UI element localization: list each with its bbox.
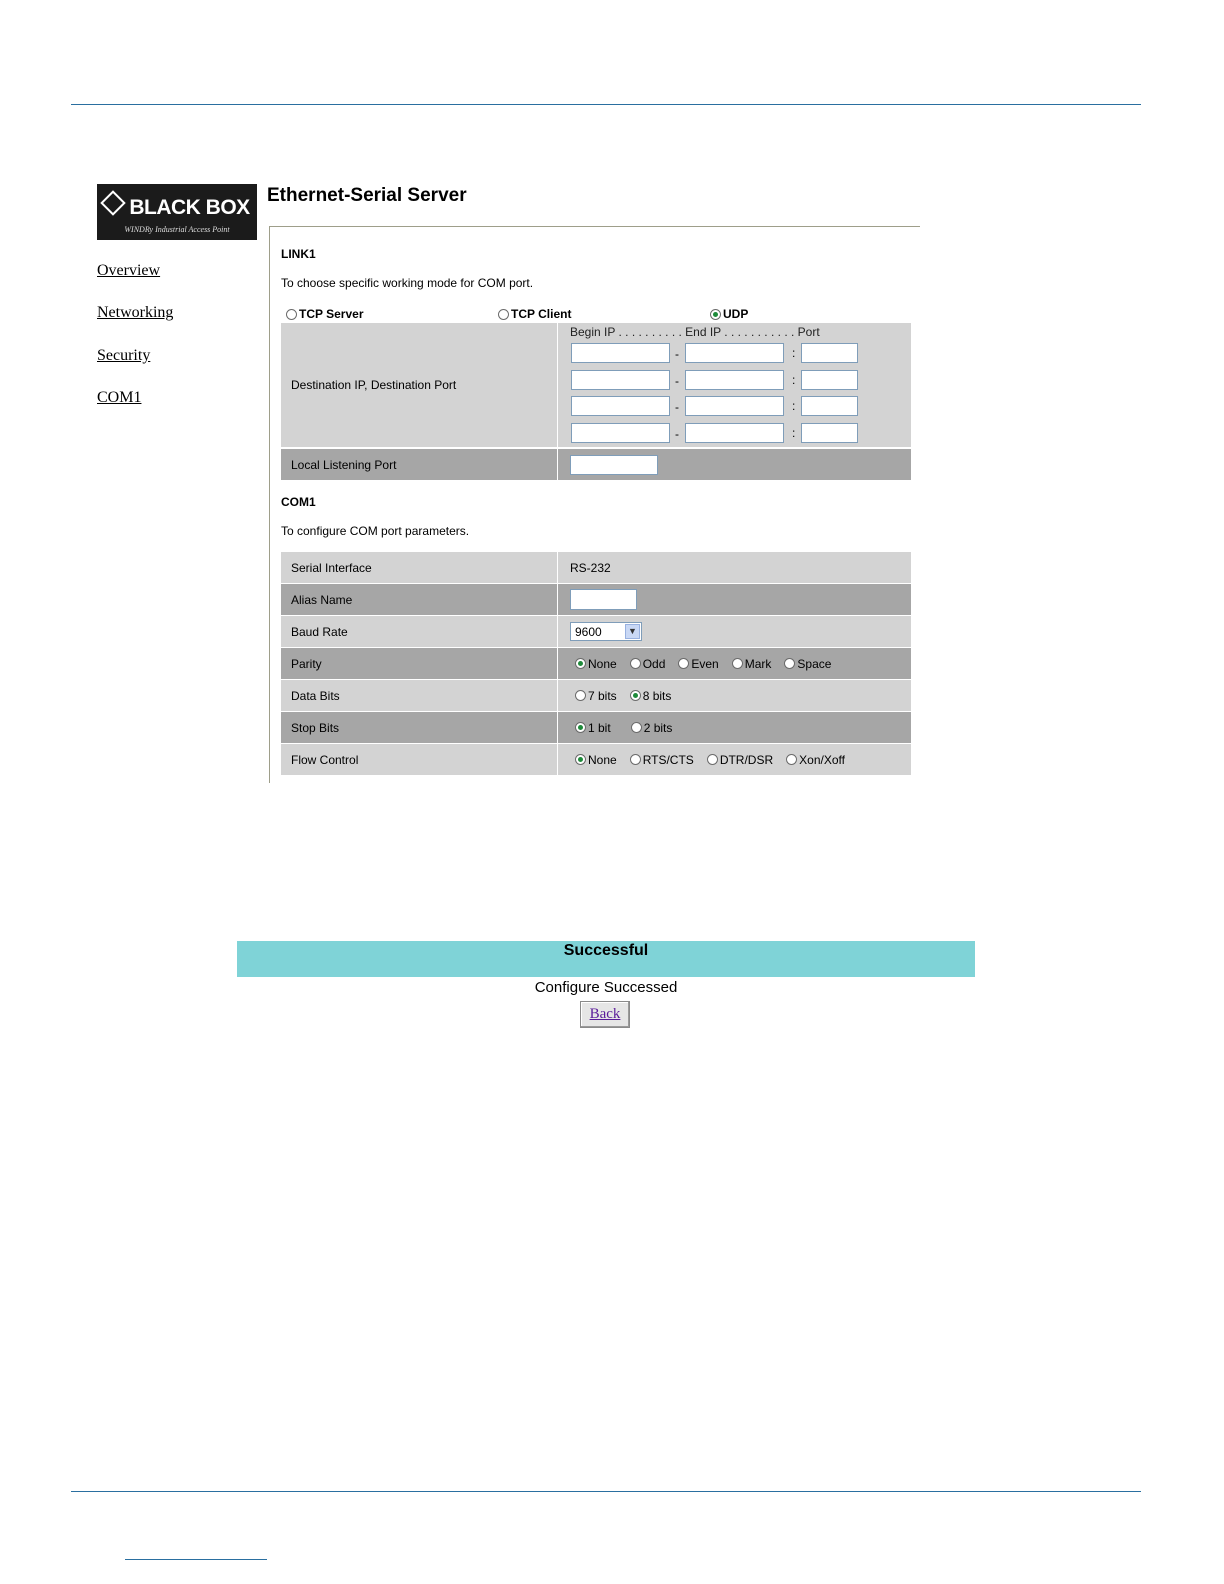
mode-tcp-client[interactable]: TCP Client	[498, 307, 571, 321]
header-rule	[71, 104, 1141, 105]
stop-bits-label: Stop Bits	[281, 712, 558, 743]
radio-selected-icon[interactable]	[630, 690, 641, 701]
radio-selected-icon[interactable]	[575, 658, 586, 669]
config-screenshot: BLACK BOX WINDRy Industrial Access Point Overview Networking Security COM1 Ethernet-Serial Server LINK1 To choose specific working mode for COM port. TCP Server TCP Client UDP Destination IP, Destination Port Begin IP . . . . . . . . . . End IP . . . . . . . . . . . Port - : - : - : - : Local Listening Port COM1 To configure COM port parameters. Serial Interface RS-232 Alias Name Baud Rate 9600 ▼ Parity None Odd Even Mark Space Data Bits 7 bits 8 bits Stop Bits 1 bit 2 bits Flow Control None RTS/CTS DTR/DSR Xon/Xoff	[97, 183, 927, 783]
radio-icon[interactable]	[784, 658, 795, 669]
radio-icon[interactable]	[732, 658, 743, 669]
stop-bits-2-option[interactable]: 2 bits	[631, 721, 673, 735]
parity-mark-option[interactable]: Mark	[732, 657, 772, 671]
success-message: Configure Successed	[534, 979, 678, 996]
data-bits-7-option[interactable]: 7 bits	[575, 689, 617, 703]
begin-ip-input-3[interactable]	[571, 396, 670, 416]
alias-name-label: Alias Name	[281, 584, 558, 615]
parity-even-option[interactable]: Even	[678, 657, 718, 671]
link1-title: LINK1	[281, 247, 316, 261]
radio-icon[interactable]	[630, 754, 641, 765]
serial-interface-value: RS-232	[570, 560, 611, 575]
baud-rate-row	[281, 616, 911, 647]
alias-name-input[interactable]	[570, 589, 637, 610]
port-input-2[interactable]	[801, 370, 858, 390]
end-ip-input-1[interactable]	[685, 343, 784, 363]
parity-space-option[interactable]: Space	[784, 657, 831, 671]
end-ip-input-4[interactable]	[685, 423, 784, 443]
mode-udp[interactable]: UDP	[710, 307, 748, 321]
flow-xon-xoff-option[interactable]: Xon/Xoff	[786, 753, 845, 767]
page-title: Ethernet-Serial Server	[267, 185, 467, 206]
radio-icon[interactable]	[575, 690, 586, 701]
radio-icon[interactable]	[786, 754, 797, 765]
brand-logo	[97, 184, 257, 240]
diamond-icon	[101, 190, 126, 215]
end-ip-input-2[interactable]	[685, 370, 784, 390]
serial-interface-label: Serial Interface	[281, 552, 558, 583]
begin-ip-input-4[interactable]	[571, 423, 670, 443]
local-port-input[interactable]	[570, 455, 658, 475]
ip-column-header: Begin IP . . . . . . . . . . End IP . . . . . . . . . . . Port	[570, 325, 820, 339]
radio-icon[interactable]	[678, 658, 689, 669]
com1-description: To configure COM port parameters.	[281, 524, 470, 538]
brand-tagline: WINDRy Industrial Access Point	[124, 225, 230, 234]
back-button[interactable]: Back	[580, 1001, 630, 1028]
flow-rts-cts-option[interactable]: RTS/CTS	[630, 753, 694, 767]
footer-rule	[71, 1491, 1141, 1492]
port-input-1[interactable]	[801, 343, 858, 363]
end-ip-input-3[interactable]	[685, 396, 784, 416]
nav-overview[interactable]: Overview	[97, 262, 161, 279]
flow-none-option[interactable]: None	[575, 753, 617, 767]
begin-ip-input-2[interactable]	[571, 370, 670, 390]
chevron-down-icon[interactable]: ▼	[625, 624, 640, 639]
brand-name: BLACK BOX	[129, 196, 250, 219]
parity-none-option[interactable]: None	[575, 657, 617, 671]
stop-bits-row	[281, 712, 911, 743]
nav-com1[interactable]: COM1	[97, 389, 142, 406]
port-input-4[interactable]	[801, 423, 858, 443]
flow-control-row	[281, 744, 911, 775]
data-bits-label: Data Bits	[281, 680, 558, 711]
radio-selected-icon[interactable]	[575, 722, 586, 733]
local-port-label: Local Listening Port	[281, 449, 558, 480]
stop-bits-1-option[interactable]: 1 bit	[575, 721, 611, 735]
radio-icon[interactable]	[498, 309, 509, 320]
nav-networking[interactable]: Networking	[97, 304, 174, 321]
flow-control-label: Flow Control	[281, 744, 558, 775]
radio-icon[interactable]	[286, 309, 297, 320]
radio-icon[interactable]	[707, 754, 718, 765]
footer-short-rule	[125, 1559, 267, 1560]
com1-title: COM1	[281, 495, 316, 509]
radio-selected-icon[interactable]	[575, 754, 586, 765]
begin-ip-input-1[interactable]	[571, 343, 670, 363]
port-input-3[interactable]	[801, 396, 858, 416]
nav-security[interactable]: Security	[97, 347, 151, 364]
baud-rate-label: Baud Rate	[281, 616, 558, 647]
baud-rate-select[interactable]: 9600 ▼	[570, 622, 642, 641]
alias-name-row	[281, 584, 911, 615]
link1-description: To choose specific working mode for COM port.	[281, 276, 534, 290]
radio-icon[interactable]	[630, 658, 641, 669]
parity-row	[281, 648, 911, 679]
data-bits-row	[281, 680, 911, 711]
destination-label: Destination IP, Destination Port	[281, 323, 558, 447]
data-bits-8-option[interactable]: 8 bits	[630, 689, 672, 703]
success-banner: Successful	[237, 941, 975, 977]
radio-icon[interactable]	[631, 722, 642, 733]
mode-tcp-server[interactable]: TCP Server	[286, 307, 363, 321]
flow-dtr-dsr-option[interactable]: DTR/DSR	[707, 753, 773, 767]
parity-odd-option[interactable]: Odd	[630, 657, 666, 671]
serial-interface-row	[281, 552, 911, 583]
parity-label: Parity	[281, 648, 558, 679]
radio-selected-icon[interactable]	[710, 309, 721, 320]
local-port-row	[281, 449, 911, 480]
